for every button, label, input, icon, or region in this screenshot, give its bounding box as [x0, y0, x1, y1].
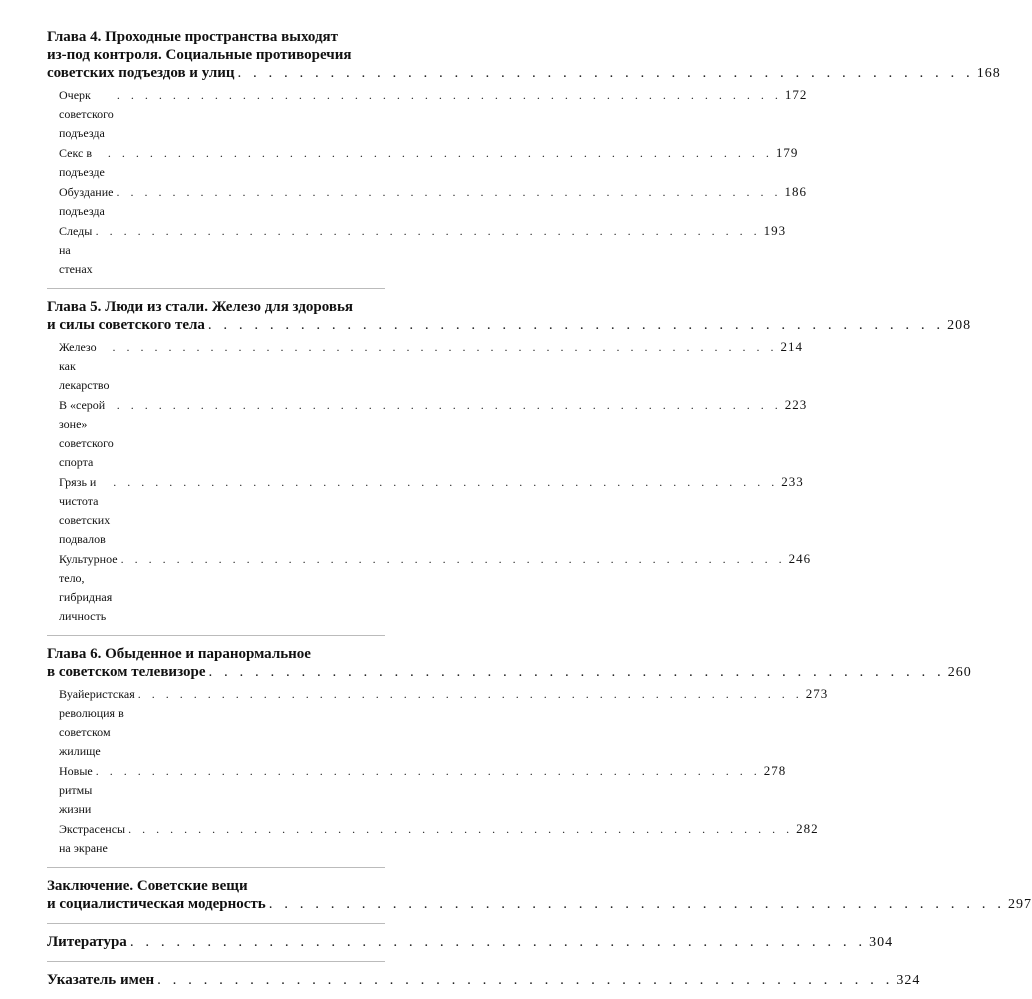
section-label: Новые ритмы жизни — [59, 764, 93, 816]
dot-leader: . . . . . . . . . . . . . . . . . . . . . . . . . . . . . . . . . . . . . . . . . . . . . . . . — [107, 146, 773, 160]
section-page: 214 — [780, 339, 803, 354]
chapter-5-sections — [47, 337, 812, 626]
dot-leader: . . . . . . . . . . . . . . . . . . . . . . . . . . . . . . . . . . . . . . . . . . . . . . . . — [116, 185, 782, 199]
conclusion-page: 297 — [1007, 897, 1032, 912]
dot-leader: . . . . . . . . . . . . . . . . . . . . . . . . . . . . . . . . . . . . . . . . . . . . . . . . — [116, 398, 782, 412]
section-page: 172 — [784, 87, 808, 102]
toc-section — [47, 182, 807, 221]
chapter-6-sections — [47, 684, 829, 858]
section-label: Экстрасенсы на экране — [59, 822, 126, 855]
dot-leader: . . . . . . . . . . . . . . . . . . . . . . . . . . . . . . . . . . . . . . . . . . . . . . . . — [113, 475, 779, 489]
section-page: 179 — [775, 145, 799, 160]
divider — [47, 288, 385, 289]
toc-section — [47, 221, 787, 279]
dot-leader: . . . . . . . . . . . . . . . . . . . . . . . . . . . . . . . . . . . . . . . . . . . . . . . . — [120, 552, 786, 566]
toc-section — [47, 395, 808, 472]
toc-section — [47, 761, 787, 819]
dot-leader: . . . . . . . . . . . . . . . . . . . . . . . . . . . . . . . . . . . . . . . . . . . . . . . . — [157, 972, 894, 988]
conclusion-title-line-2 — [47, 895, 1032, 914]
index-title: Указатель имен — [47, 972, 155, 988]
section-page: 233 — [781, 474, 804, 489]
toc-section — [47, 684, 829, 761]
divider — [47, 635, 385, 636]
dot-leader: . . . . . . . . . . . . . . . . . . . . . . . . . . . . . . . . . . . . . . . . . . . . . . . . — [116, 88, 782, 102]
section-page: 278 — [763, 763, 787, 778]
dot-leader: . . . . . . . . . . . . . . . . . . . . . . . . . . . . . . . . . . . . . . . . . . . . . . . . — [137, 687, 803, 701]
chapter-4-title-line-2: из-под контроля. Социальные противоречия — [47, 47, 352, 63]
dot-leader: . . . . . . . . . . . . . . . . . . . . . . . . . . . . . . . . . . . . . . . . . . . . . . . . — [268, 896, 1005, 912]
toc-section — [47, 143, 799, 182]
section-label: Секс в подъезде — [59, 146, 105, 179]
chapter-6 — [47, 645, 972, 858]
dot-leader: . . . . . . . . . . . . . . . . . . . . . . . . . . . . . . . . . . . . . . . . . . . . . . . . — [112, 340, 778, 354]
toc-section — [47, 337, 803, 395]
divider — [47, 923, 385, 924]
conclusion-title-line-1: Заключение. Советские вещи — [47, 878, 248, 894]
chapter-5 — [47, 298, 972, 626]
chapter-5-title-text: и силы советского тела — [47, 317, 205, 333]
section-page: 223 — [784, 397, 808, 412]
dot-leader: . . . . . . . . . . . . . . . . . . . . . . . . . . . . . . . . . . . . . . . . . . . . . . . . — [207, 317, 945, 333]
dot-leader: . . . . . . . . . . . . . . . . . . . . . . . . . . . . . . . . . . . . . . . . . . . . . . . . — [129, 934, 867, 950]
chapter-4 — [47, 28, 1001, 279]
literature-title: Литература — [47, 934, 127, 950]
chapter-4-title-line-3 — [47, 64, 1001, 83]
section-page: 246 — [788, 551, 812, 566]
section-label: Железо как лекарство — [59, 340, 110, 392]
chapter-5-title-line-1: Глава 5. Люди из стали. Железо для здоровья — [47, 299, 354, 315]
name-index — [47, 971, 921, 990]
section-label: Грязь и чистота советских подвалов — [59, 475, 111, 546]
section-page: 282 — [796, 821, 819, 836]
dot-leader: . . . . . . . . . . . . . . . . . . . . . . . . . . . . . . . . . . . . . . . . . . . . . . . . — [95, 224, 761, 238]
divider — [47, 961, 385, 962]
conclusion — [47, 877, 1032, 914]
chapter-5-page: 208 — [947, 318, 972, 333]
section-label: Вуайеристская революция в советском жилище — [59, 687, 135, 758]
literature-entry — [47, 933, 894, 952]
chapter-6-title-line-1: Глава 6. Обыденное и паранормальное — [47, 646, 311, 662]
section-label: Культурное тело, гибридная личность — [59, 552, 118, 623]
chapter-6-page: 260 — [947, 665, 972, 680]
chapter-6-title-text: в советском телевизоре — [47, 664, 206, 680]
dot-leader: . . . . . . . . . . . . . . . . . . . . . . . . . . . . . . . . . . . . . . . . . . . . . . . . — [95, 764, 761, 778]
section-page: 273 — [805, 686, 829, 701]
section-label: Обуздание подъезда — [59, 185, 114, 218]
index-entry — [47, 971, 921, 990]
section-page: 186 — [784, 184, 807, 199]
chapter-4-title-text: советских подъездов и улиц — [47, 65, 235, 81]
chapter-6-title-line-2 — [47, 663, 972, 682]
section-label: В «серой зоне» советского спорта — [59, 398, 114, 469]
literature-page: 304 — [869, 935, 894, 950]
section-label: Следы на стенах — [59, 224, 93, 276]
toc-section — [47, 819, 819, 858]
chapter-5-title-line-2 — [47, 316, 972, 335]
dot-leader: . . . . . . . . . . . . . . . . . . . . . . . . . . . . . . . . . . . . . . . . . . . . . . . . — [237, 65, 974, 81]
toc-section — [47, 472, 804, 549]
index-page: 324 — [896, 973, 921, 988]
section-label: Очерк советского подъезда — [59, 88, 114, 140]
dot-leader: . . . . . . . . . . . . . . . . . . . . . . . . . . . . . . . . . . . . . . . . . . . . . . . . — [208, 664, 945, 680]
divider — [47, 867, 385, 868]
chapter-4-page: 168 — [976, 66, 1001, 81]
conclusion-title-text: и социалистическая модерность — [47, 896, 266, 912]
chapter-4-sections — [47, 85, 808, 279]
toc-section — [47, 85, 808, 143]
section-page: 193 — [763, 223, 787, 238]
literature — [47, 933, 894, 952]
table-of-contents — [47, 28, 1032, 999]
dot-leader: . . . . . . . . . . . . . . . . . . . . . . . . . . . . . . . . . . . . . . . . . . . . . . . . — [128, 822, 794, 836]
chapter-4-title-line-1: Глава 4. Проходные пространства выходят — [47, 29, 339, 45]
toc-section — [47, 549, 812, 626]
